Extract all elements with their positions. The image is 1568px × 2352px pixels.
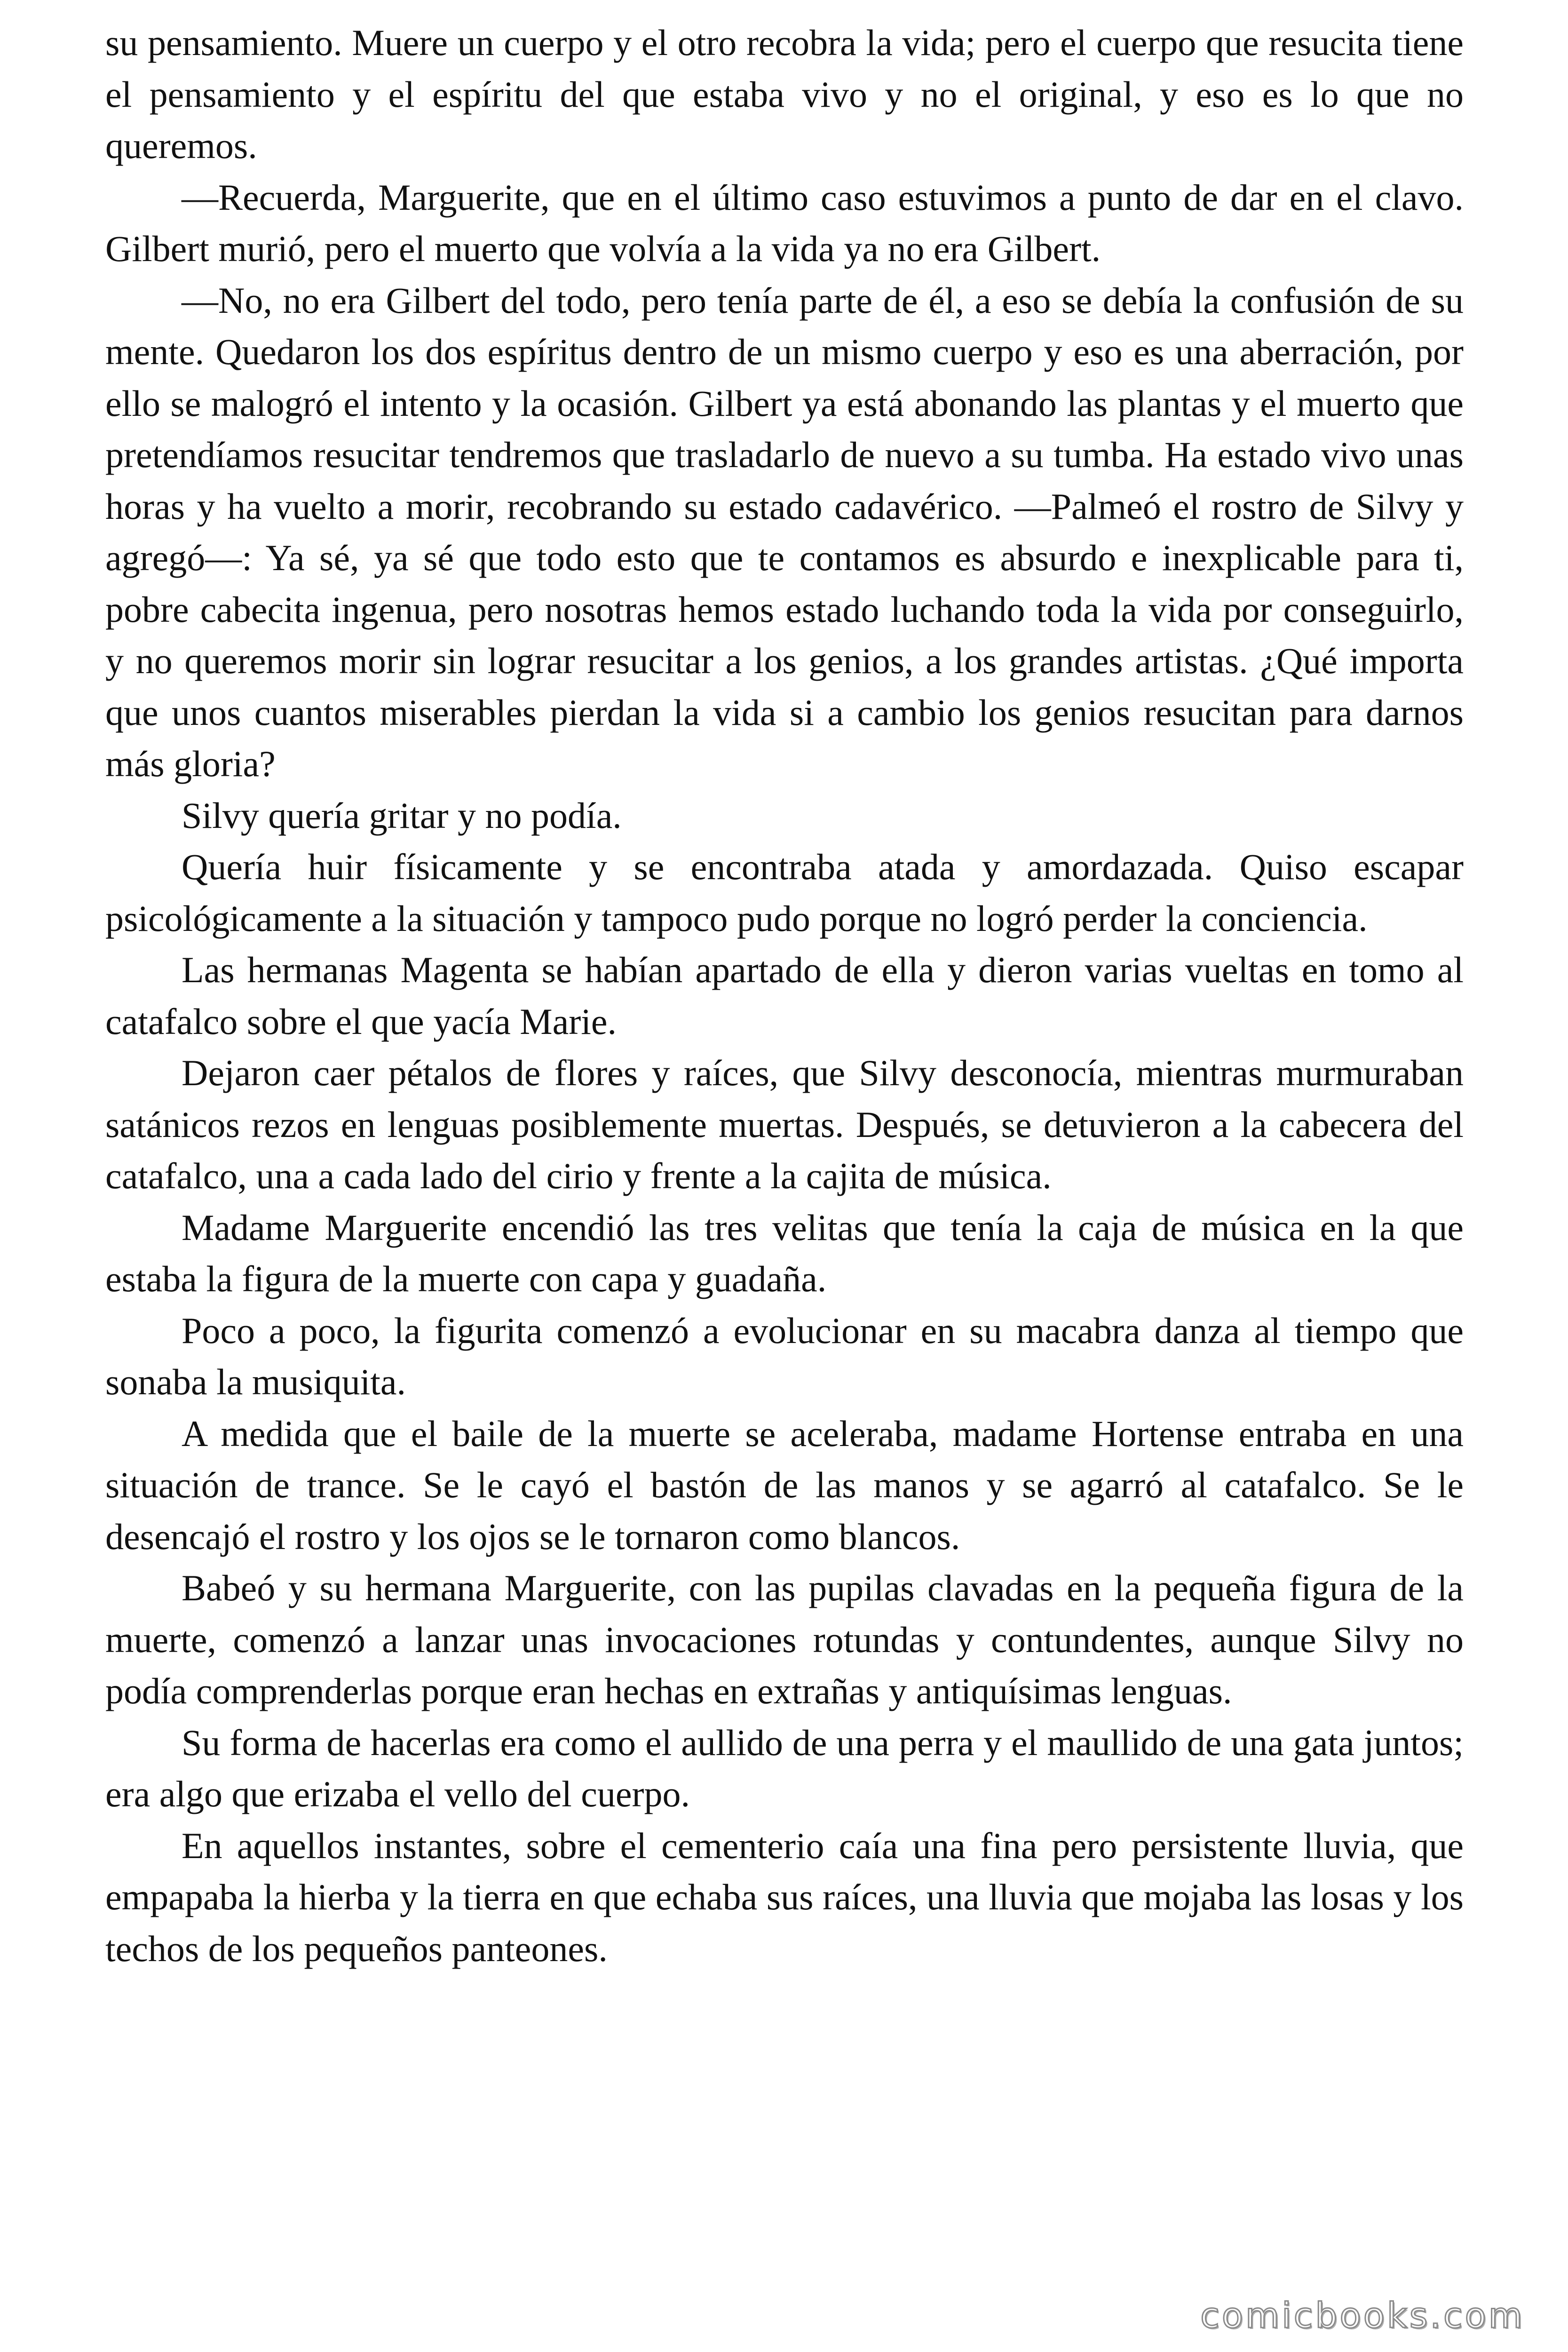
paragraph-7: Dejaron caer pétalos de flores y raíces, que Silvy desconocía, mientras murmuraban satánicos rezos en lenguas posiblemente muertas. Después, se detuvieron a la cabecera del catafalco, una a cada lado del cirio y frente a la cajita de música. (105, 1052, 1464, 1196)
paragraph-13: En aquellos instantes, sobre el cementerio caía una fina pero persistente lluvia, que empapaba la hierba y la tierra en que echaba sus raíces, una lluvia que mojaba las losas y los techos de los pequeños panteones. (105, 1825, 1464, 1969)
paragraph-6: Las hermanas Magenta se habían apartado de ella y dieron varias vueltas en tomo al catafalco sobre el que yacía Marie. (105, 949, 1464, 1042)
paragraph-4: Silvy quería gritar y no podía. (182, 795, 622, 836)
book-page-text (105, 17, 1464, 1974)
paragraph-3: —No, no era Gilbert del todo, pero tenía parte de él, a eso se debía la confusión de su mente. Quedaron los dos espíritus dentro de un mismo cuerpo y eso es una aberración, por ello se malogró el intento y la ocasión. Gilbert ya está abonando las plantas y el muerto que pretendíamos resucitar tendremos que trasladarlo de nuevo a su tumba. Ha estado vivo unas horas y ha vuelto a morir, recobrando su estado cadavérico. —Palmeó el rostro de Silvy y agregó—: Ya sé, ya sé que todo esto que te contamos es absurdo e inexplicable para ti, pobre cabecita ingenua, pero nosotras hemos estado luchando toda la vida por conseguirlo, y no queremos morir sin lograr resucitar a los genios, a los grandes artistas. ¿Qué importa que unos cuantos miserables pierdan la vida si a cambio los genios resucitan para darnos más gloria? (105, 279, 1464, 784)
paragraph-1: su pensamiento. Muere un cuerpo y el otro recobra la vida; pero el cuerpo que resucita tiene el pensamiento y el espíritu del que estaba vivo y no el original, y eso es lo que no queremos. (105, 22, 1464, 166)
paragraph-12: Su forma de hacerlas era como el aullido de una perra y el maullido de una gata juntos; era algo que erizaba el vello del cuerpo. (105, 1722, 1464, 1814)
paragraph-11: Babeó y su hermana Marguerite, con las pupilas clavadas en la pequeña figura de la muerte, comenzó a lanzar unas invocaciones rotundas y contundentes, aunque Silvy no podía comprenderlas porque eran hechas en extrañas y antiquísimas lenguas. (105, 1567, 1464, 1711)
watermark-text: comicbooks.com (1200, 2296, 1525, 2336)
paragraph-9: Poco a poco, la figurita comenzó a evolucionar en su macabra danza al tiempo que sonaba la musiquita. (105, 1310, 1464, 1402)
paragraph-8: Madame Marguerite encendió las tres velitas que tenía la caja de música en la que estaba la figura de la muerte con capa y guadaña. (105, 1207, 1464, 1299)
paragraph-5: Quería huir físicamente y se encontraba atada y amordazada. Quiso escapar psicológicamente a la situación y tampoco pudo porque no logró perder la conciencia. (105, 846, 1464, 939)
paragraph-2: —Recuerda, Marguerite, que en el último caso estuvimos a punto de dar en el clavo. Gilbert murió, pero el muerto que volvía a la vida ya no era Gilbert. (105, 176, 1464, 269)
paragraph-10: A medida que el baile de la muerte se aceleraba, madame Hortense entraba en una situación de trance. Se le cayó el bastón de las manos y se agarró al catafalco. Se le desencajó el rostro y los ojos se le tornaron como blancos. (105, 1413, 1464, 1557)
